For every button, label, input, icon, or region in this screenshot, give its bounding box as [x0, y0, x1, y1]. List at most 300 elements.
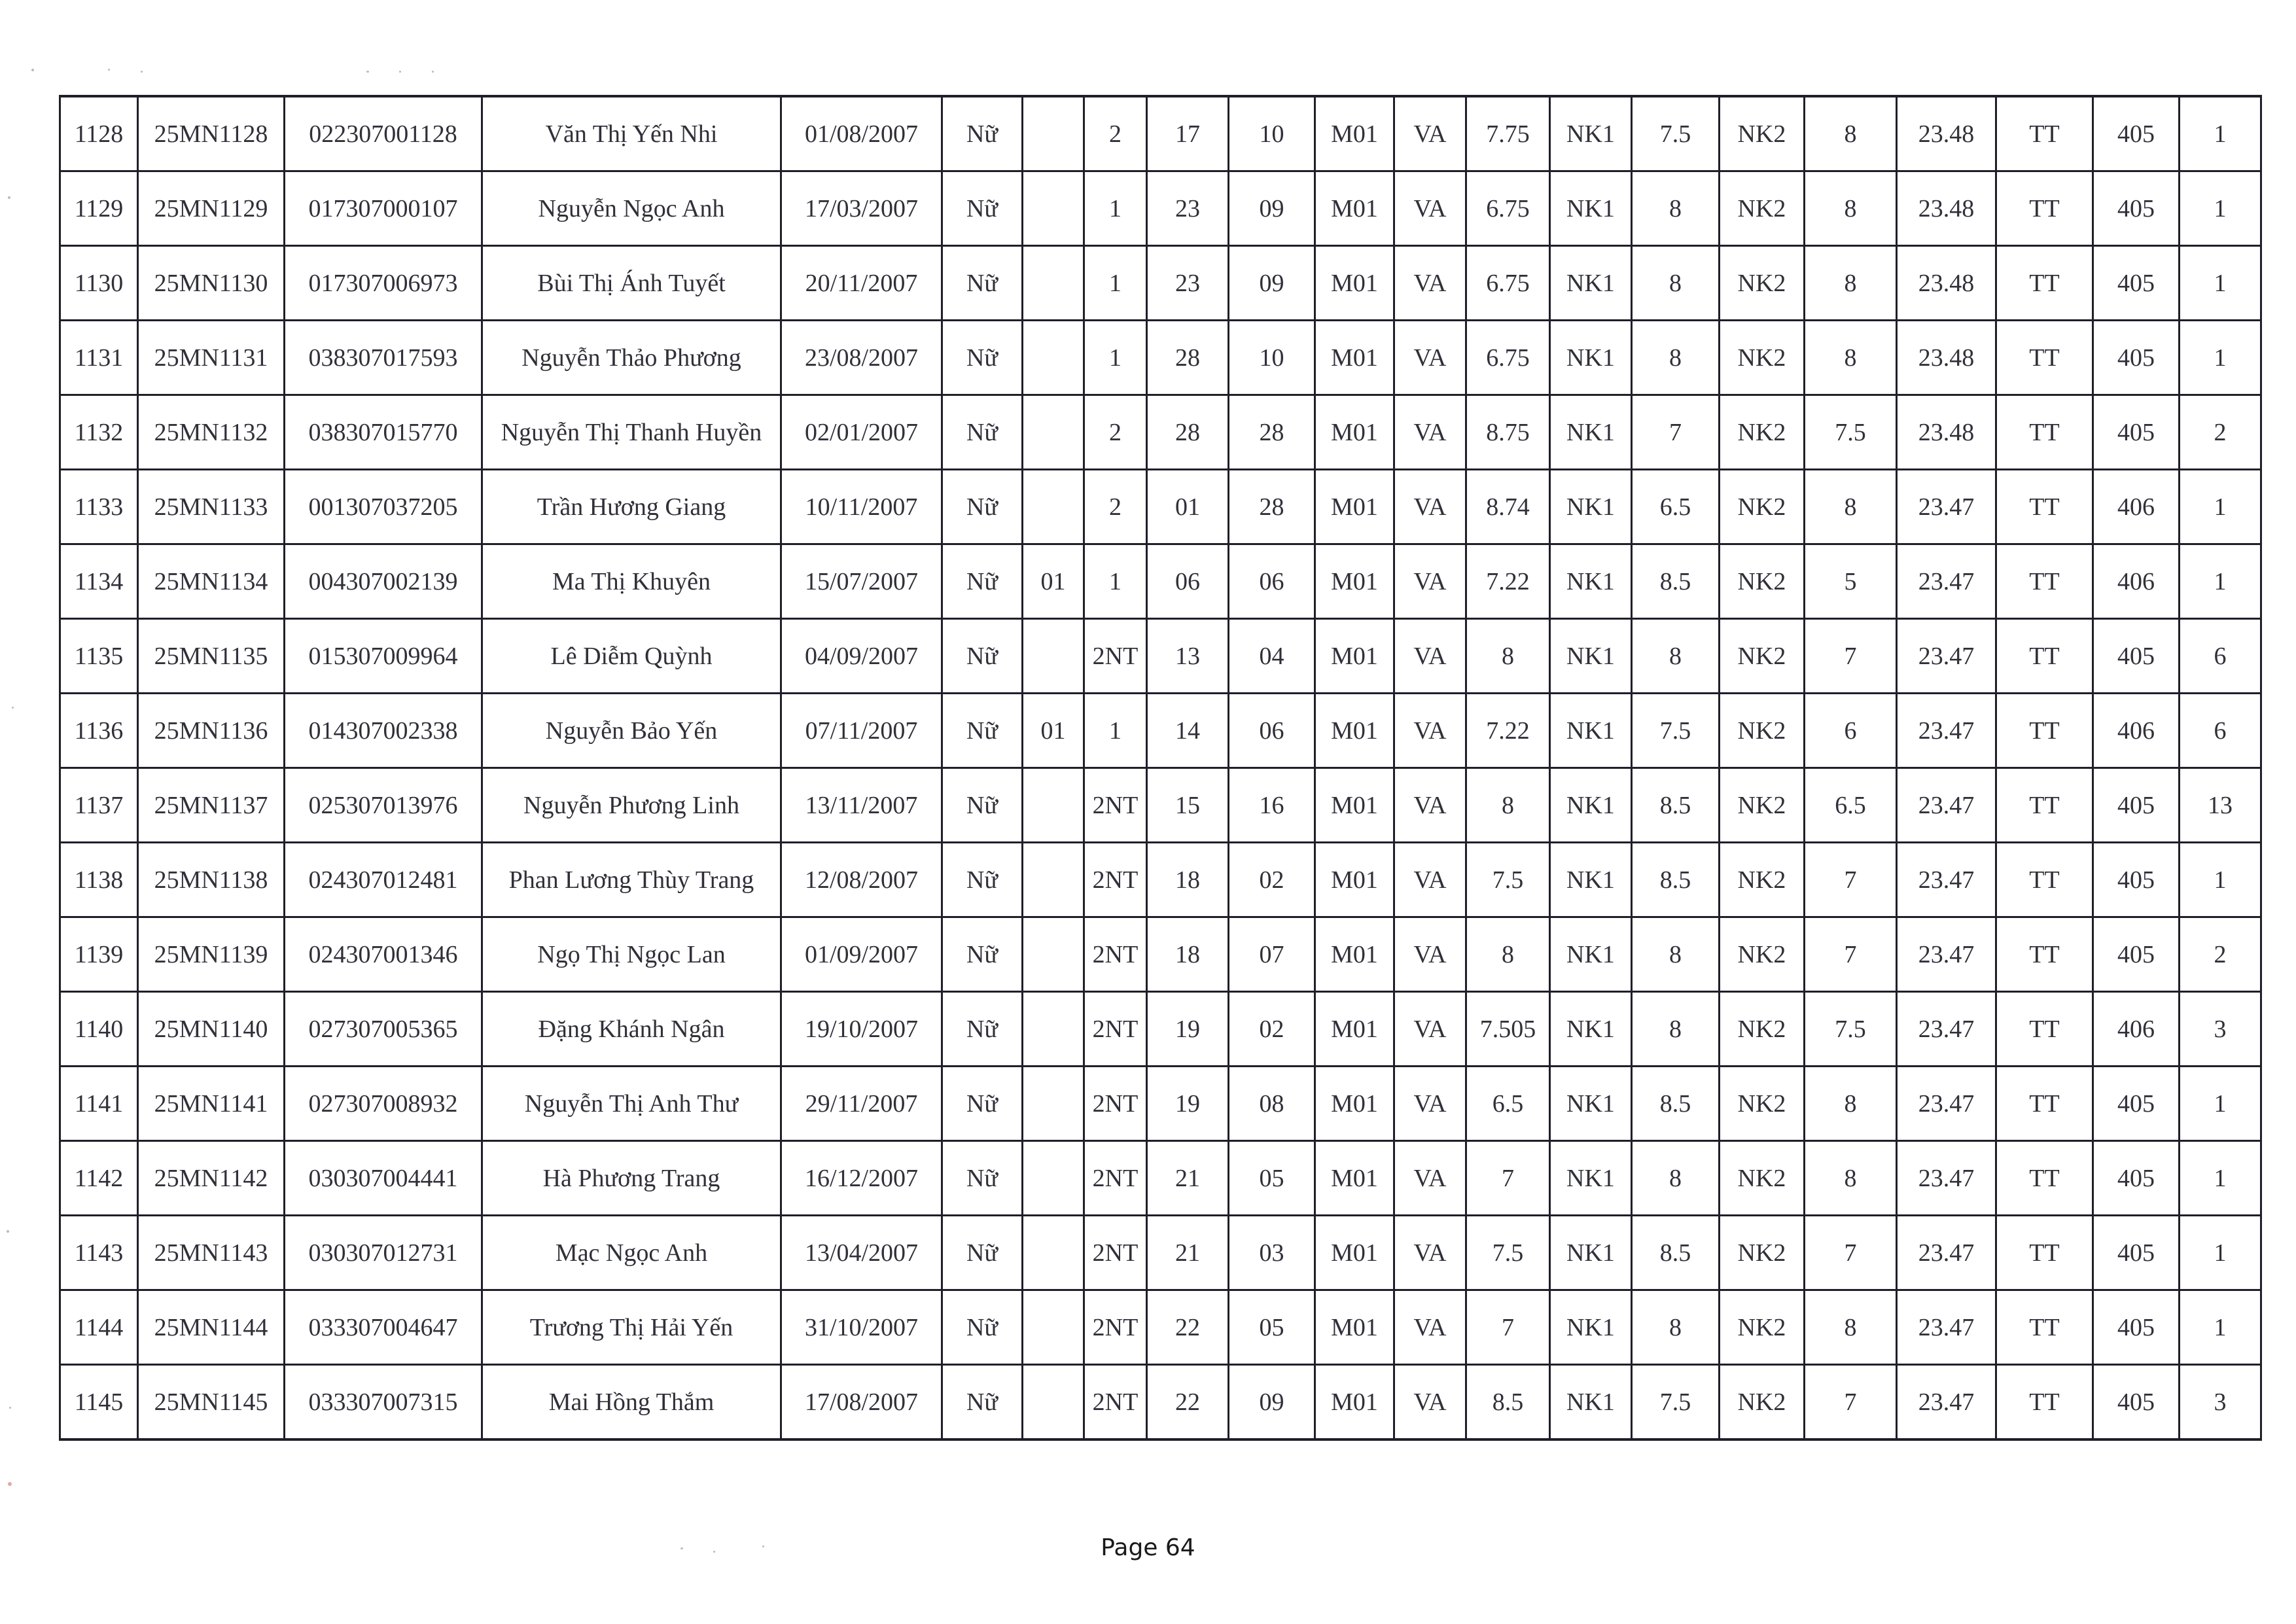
cell-row-number: 1142 [60, 1141, 138, 1216]
cell-region: 2 [1084, 470, 1147, 544]
cell-gender: Nữ [942, 96, 1023, 171]
cell-preference-order: 3 [2180, 1365, 2261, 1440]
cell-row-number: 1143 [60, 1216, 138, 1290]
cell-subject-code: VA [1394, 1141, 1466, 1216]
cell-preference-order: 2 [2180, 917, 2261, 992]
cell-aptitude-2-label: NK2 [1720, 1290, 1805, 1365]
cell-aptitude-2-score: 7.5 [1805, 395, 1897, 470]
cell-full-name: Ngọ Thị Ngọc Lan [482, 917, 781, 992]
cell-major-code: 406 [2093, 992, 2180, 1067]
cell-region: 2NT [1084, 917, 1147, 992]
cell-aptitude-2-label: NK2 [1720, 395, 1805, 470]
cell-full-name: Mạc Ngọc Anh [482, 1216, 781, 1290]
cell-status: TT [1996, 619, 2093, 694]
cell-gender: Nữ [942, 694, 1023, 768]
cell-subject-score: 8.5 [1466, 1365, 1550, 1440]
cell-candidate-number: 25MN1135 [138, 619, 285, 694]
cell-row-number: 1137 [60, 768, 138, 843]
cell-district-code: 05 [1229, 1141, 1315, 1216]
cell-total-score: 23.47 [1897, 917, 1996, 992]
cell-aptitude-1-score: 8 [1632, 1290, 1720, 1365]
cell-aptitude-1-score: 8 [1632, 917, 1720, 992]
cell-aptitude-2-score: 8 [1805, 1290, 1897, 1365]
cell-ethnic-priority [1023, 1290, 1084, 1365]
cell-major-code: 405 [2093, 843, 2180, 917]
cell-subject-score: 7 [1466, 1141, 1550, 1216]
cell-region: 2NT [1084, 992, 1147, 1067]
cell-row-number: 1129 [60, 171, 138, 246]
cell-ethnic-priority [1023, 1141, 1084, 1216]
cell-aptitude-2-score: 5 [1805, 544, 1897, 619]
cell-province-code: 23 [1147, 246, 1229, 321]
cell-region: 2 [1084, 96, 1147, 171]
cell-id-number: 022307001128 [285, 96, 482, 171]
cell-total-score: 23.48 [1897, 321, 1996, 395]
cell-date-of-birth: 12/08/2007 [781, 843, 942, 917]
cell-date-of-birth: 16/12/2007 [781, 1141, 942, 1216]
cell-combination-code: M01 [1315, 544, 1394, 619]
cell-combination-code: M01 [1315, 917, 1394, 992]
cell-ethnic-priority [1023, 321, 1084, 395]
cell-subject-score: 8.74 [1466, 470, 1550, 544]
cell-aptitude-1-score: 7 [1632, 395, 1720, 470]
cell-combination-code: M01 [1315, 395, 1394, 470]
cell-subject-code: VA [1394, 694, 1466, 768]
cell-candidate-number: 25MN1132 [138, 395, 285, 470]
cell-aptitude-2-label: NK2 [1720, 992, 1805, 1067]
cell-preference-order: 1 [2180, 544, 2261, 619]
cell-aptitude-1-label: NK1 [1550, 1365, 1632, 1440]
cell-row-number: 1130 [60, 246, 138, 321]
cell-row-number: 1135 [60, 619, 138, 694]
cell-id-number: 017307006973 [285, 246, 482, 321]
cell-district-code: 09 [1229, 1365, 1315, 1440]
cell-status: TT [1996, 1141, 2093, 1216]
cell-major-code: 405 [2093, 1365, 2180, 1440]
cell-district-code: 05 [1229, 1290, 1315, 1365]
cell-ethnic-priority [1023, 1216, 1084, 1290]
cell-id-number: 030307012731 [285, 1216, 482, 1290]
cell-total-score: 23.48 [1897, 246, 1996, 321]
cell-gender: Nữ [942, 395, 1023, 470]
cell-subject-code: VA [1394, 619, 1466, 694]
cell-subject-score: 8 [1466, 768, 1550, 843]
cell-status: TT [1996, 1290, 2093, 1365]
cell-district-code: 02 [1229, 843, 1315, 917]
cell-subject-code: VA [1394, 843, 1466, 917]
cell-id-number: 017307000107 [285, 171, 482, 246]
cell-total-score: 23.47 [1897, 1365, 1996, 1440]
cell-gender: Nữ [942, 768, 1023, 843]
cell-aptitude-1-score: 8.5 [1632, 843, 1720, 917]
cell-aptitude-1-label: NK1 [1550, 992, 1632, 1067]
cell-district-code: 28 [1229, 470, 1315, 544]
cell-subject-code: VA [1394, 96, 1466, 171]
cell-aptitude-2-label: NK2 [1720, 96, 1805, 171]
table-row [60, 395, 2261, 470]
cell-candidate-number: 25MN1137 [138, 768, 285, 843]
cell-aptitude-1-label: NK1 [1550, 96, 1632, 171]
cell-candidate-number: 25MN1144 [138, 1290, 285, 1365]
cell-date-of-birth: 29/11/2007 [781, 1067, 942, 1141]
cell-full-name: Bùi Thị Ánh Tuyết [482, 246, 781, 321]
cell-aptitude-2-score: 7 [1805, 619, 1897, 694]
cell-province-code: 22 [1147, 1365, 1229, 1440]
cell-ethnic-priority [1023, 1067, 1084, 1141]
cell-subject-code: VA [1394, 246, 1466, 321]
cell-aptitude-2-label: NK2 [1720, 470, 1805, 544]
cell-subject-score: 7.5 [1466, 1216, 1550, 1290]
cell-aptitude-2-label: NK2 [1720, 694, 1805, 768]
cell-major-code: 405 [2093, 1216, 2180, 1290]
cell-id-number: 033307004647 [285, 1290, 482, 1365]
cell-full-name: Ma Thị Khuyên [482, 544, 781, 619]
table-row [60, 246, 2261, 321]
cell-date-of-birth: 31/10/2007 [781, 1290, 942, 1365]
cell-aptitude-2-label: NK2 [1720, 1141, 1805, 1216]
cell-district-code: 08 [1229, 1067, 1315, 1141]
cell-full-name: Nguyễn Ngọc Anh [482, 171, 781, 246]
cell-full-name: Nguyễn Thị Thanh Huyền [482, 395, 781, 470]
cell-district-code: 04 [1229, 619, 1315, 694]
cell-aptitude-2-score: 7.5 [1805, 992, 1897, 1067]
cell-row-number: 1139 [60, 917, 138, 992]
cell-province-code: 19 [1147, 992, 1229, 1067]
cell-full-name: Lê Diễm Quỳnh [482, 619, 781, 694]
cell-major-code: 406 [2093, 544, 2180, 619]
cell-subject-code: VA [1394, 470, 1466, 544]
cell-row-number: 1132 [60, 395, 138, 470]
cell-candidate-number: 25MN1143 [138, 1216, 285, 1290]
cell-date-of-birth: 23/08/2007 [781, 321, 942, 395]
cell-aptitude-1-score: 8.5 [1632, 768, 1720, 843]
cell-major-code: 405 [2093, 1067, 2180, 1141]
cell-aptitude-1-label: NK1 [1550, 321, 1632, 395]
results-table-container [59, 95, 2260, 1441]
cell-date-of-birth: 01/09/2007 [781, 917, 942, 992]
cell-full-name: Mai Hồng Thắm [482, 1365, 781, 1440]
cell-status: TT [1996, 246, 2093, 321]
cell-preference-order: 1 [2180, 843, 2261, 917]
cell-major-code: 406 [2093, 470, 2180, 544]
cell-candidate-number: 25MN1142 [138, 1141, 285, 1216]
cell-preference-order: 13 [2180, 768, 2261, 843]
cell-region: 2NT [1084, 1216, 1147, 1290]
cell-subject-code: VA [1394, 1216, 1466, 1290]
cell-subject-code: VA [1394, 171, 1466, 246]
cell-district-code: 07 [1229, 917, 1315, 992]
cell-preference-order: 1 [2180, 470, 2261, 544]
cell-subject-code: VA [1394, 1365, 1466, 1440]
cell-region: 1 [1084, 246, 1147, 321]
cell-region: 2NT [1084, 619, 1147, 694]
cell-id-number: 025307013976 [285, 768, 482, 843]
cell-major-code: 405 [2093, 96, 2180, 171]
table-row [60, 470, 2261, 544]
cell-subject-score: 7 [1466, 1290, 1550, 1365]
cell-status: TT [1996, 992, 2093, 1067]
cell-full-name: Nguyễn Bảo Yến [482, 694, 781, 768]
cell-candidate-number: 25MN1131 [138, 321, 285, 395]
cell-gender: Nữ [942, 1141, 1023, 1216]
table-row [60, 321, 2261, 395]
cell-region: 2NT [1084, 1067, 1147, 1141]
cell-major-code: 405 [2093, 321, 2180, 395]
cell-id-number: 038307015770 [285, 395, 482, 470]
cell-aptitude-2-score: 6 [1805, 694, 1897, 768]
cell-gender: Nữ [942, 1365, 1023, 1440]
cell-candidate-number: 25MN1130 [138, 246, 285, 321]
table-row [60, 1216, 2261, 1290]
cell-subject-score: 7.22 [1466, 694, 1550, 768]
cell-date-of-birth: 13/11/2007 [781, 768, 942, 843]
cell-aptitude-2-score: 8 [1805, 321, 1897, 395]
cell-ethnic-priority [1023, 470, 1084, 544]
cell-total-score: 23.48 [1897, 395, 1996, 470]
cell-province-code: 06 [1147, 544, 1229, 619]
cell-total-score: 23.47 [1897, 843, 1996, 917]
cell-gender: Nữ [942, 321, 1023, 395]
cell-row-number: 1145 [60, 1365, 138, 1440]
table-row [60, 171, 2261, 246]
cell-ethnic-priority [1023, 1365, 1084, 1440]
cell-aptitude-2-score: 6.5 [1805, 768, 1897, 843]
cell-subject-code: VA [1394, 1290, 1466, 1365]
cell-province-code: 21 [1147, 1141, 1229, 1216]
cell-aptitude-1-label: NK1 [1550, 544, 1632, 619]
cell-aptitude-1-label: NK1 [1550, 619, 1632, 694]
cell-ethnic-priority: 01 [1023, 544, 1084, 619]
cell-aptitude-1-score: 8 [1632, 321, 1720, 395]
cell-gender: Nữ [942, 470, 1023, 544]
cell-major-code: 406 [2093, 694, 2180, 768]
cell-row-number: 1144 [60, 1290, 138, 1365]
cell-major-code: 405 [2093, 768, 2180, 843]
cell-aptitude-1-label: NK1 [1550, 470, 1632, 544]
cell-aptitude-1-score: 7.5 [1632, 694, 1720, 768]
cell-major-code: 405 [2093, 619, 2180, 694]
cell-id-number: 024307001346 [285, 917, 482, 992]
cell-row-number: 1140 [60, 992, 138, 1067]
cell-combination-code: M01 [1315, 992, 1394, 1067]
cell-preference-order: 1 [2180, 1290, 2261, 1365]
cell-region: 1 [1084, 544, 1147, 619]
cell-status: TT [1996, 544, 2093, 619]
cell-id-number: 038307017593 [285, 321, 482, 395]
cell-combination-code: M01 [1315, 1365, 1394, 1440]
cell-aptitude-1-score: 7.5 [1632, 1365, 1720, 1440]
cell-district-code: 09 [1229, 246, 1315, 321]
cell-aptitude-2-label: NK2 [1720, 1365, 1805, 1440]
cell-subject-score: 6.75 [1466, 246, 1550, 321]
cell-candidate-number: 25MN1128 [138, 96, 285, 171]
cell-combination-code: M01 [1315, 246, 1394, 321]
cell-combination-code: M01 [1315, 470, 1394, 544]
cell-full-name: Trương Thị Hải Yến [482, 1290, 781, 1365]
cell-candidate-number: 25MN1139 [138, 917, 285, 992]
cell-date-of-birth: 04/09/2007 [781, 619, 942, 694]
cell-status: TT [1996, 768, 2093, 843]
cell-date-of-birth: 02/01/2007 [781, 395, 942, 470]
cell-total-score: 23.47 [1897, 1216, 1996, 1290]
cell-full-name: Hà Phương Trang [482, 1141, 781, 1216]
cell-aptitude-1-label: NK1 [1550, 395, 1632, 470]
cell-district-code: 02 [1229, 992, 1315, 1067]
cell-aptitude-1-label: NK1 [1550, 246, 1632, 321]
cell-status: TT [1996, 694, 2093, 768]
cell-subject-score: 6.75 [1466, 321, 1550, 395]
cell-aptitude-2-score: 7 [1805, 1365, 1897, 1440]
cell-preference-order: 1 [2180, 1216, 2261, 1290]
cell-preference-order: 1 [2180, 246, 2261, 321]
cell-aptitude-2-label: NK2 [1720, 843, 1805, 917]
cell-ethnic-priority [1023, 395, 1084, 470]
cell-major-code: 405 [2093, 246, 2180, 321]
cell-date-of-birth: 13/04/2007 [781, 1216, 942, 1290]
cell-id-number: 027307005365 [285, 992, 482, 1067]
cell-district-code: 06 [1229, 544, 1315, 619]
cell-preference-order: 1 [2180, 171, 2261, 246]
cell-total-score: 23.48 [1897, 171, 1996, 246]
table-row [60, 1290, 2261, 1365]
cell-id-number: 001307037205 [285, 470, 482, 544]
cell-gender: Nữ [942, 843, 1023, 917]
cell-aptitude-2-label: NK2 [1720, 171, 1805, 246]
cell-subject-code: VA [1394, 544, 1466, 619]
cell-combination-code: M01 [1315, 1290, 1394, 1365]
cell-total-score: 23.47 [1897, 1290, 1996, 1365]
cell-subject-score: 6.75 [1466, 171, 1550, 246]
cell-aptitude-1-score: 8 [1632, 246, 1720, 321]
cell-ethnic-priority [1023, 917, 1084, 992]
cell-aptitude-1-score: 8 [1632, 171, 1720, 246]
cell-subject-code: VA [1394, 321, 1466, 395]
cell-full-name: Nguyễn Phương Linh [482, 768, 781, 843]
cell-district-code: 10 [1229, 321, 1315, 395]
cell-aptitude-1-score: 8.5 [1632, 1216, 1720, 1290]
cell-full-name: Nguyễn Thảo Phương [482, 321, 781, 395]
cell-ethnic-priority [1023, 96, 1084, 171]
cell-full-name: Phan Lương Thùy Trang [482, 843, 781, 917]
cell-major-code: 405 [2093, 395, 2180, 470]
cell-status: TT [1996, 917, 2093, 992]
table-row [60, 992, 2261, 1067]
cell-combination-code: M01 [1315, 96, 1394, 171]
cell-candidate-number: 25MN1140 [138, 992, 285, 1067]
cell-major-code: 405 [2093, 1290, 2180, 1365]
cell-aptitude-2-score: 8 [1805, 1067, 1897, 1141]
cell-aptitude-1-label: NK1 [1550, 1141, 1632, 1216]
cell-province-code: 18 [1147, 843, 1229, 917]
table-row [60, 96, 2261, 171]
cell-subject-score: 7.505 [1466, 992, 1550, 1067]
cell-ethnic-priority [1023, 843, 1084, 917]
cell-status: TT [1996, 843, 2093, 917]
cell-preference-order: 2 [2180, 395, 2261, 470]
table-row [60, 1067, 2261, 1141]
table-row [60, 544, 2261, 619]
cell-aptitude-2-label: NK2 [1720, 619, 1805, 694]
cell-aptitude-2-score: 7 [1805, 917, 1897, 992]
cell-combination-code: M01 [1315, 619, 1394, 694]
cell-row-number: 1133 [60, 470, 138, 544]
cell-aptitude-1-score: 8.5 [1632, 1067, 1720, 1141]
cell-gender: Nữ [942, 544, 1023, 619]
cell-district-code: 28 [1229, 395, 1315, 470]
cell-combination-code: M01 [1315, 694, 1394, 768]
cell-region: 2NT [1084, 1365, 1147, 1440]
cell-aptitude-2-score: 8 [1805, 1141, 1897, 1216]
cell-candidate-number: 25MN1133 [138, 470, 285, 544]
cell-preference-order: 1 [2180, 1067, 2261, 1141]
cell-gender: Nữ [942, 1290, 1023, 1365]
cell-province-code: 15 [1147, 768, 1229, 843]
cell-aptitude-1-label: NK1 [1550, 1216, 1632, 1290]
cell-status: TT [1996, 1067, 2093, 1141]
table-row [60, 1141, 2261, 1216]
table-row [60, 917, 2261, 992]
cell-aptitude-1-label: NK1 [1550, 843, 1632, 917]
cell-aptitude-2-score: 8 [1805, 96, 1897, 171]
cell-major-code: 405 [2093, 1141, 2180, 1216]
cell-aptitude-1-score: 8 [1632, 1141, 1720, 1216]
cell-total-score: 23.47 [1897, 1067, 1996, 1141]
cell-aptitude-1-score: 8 [1632, 992, 1720, 1067]
cell-date-of-birth: 01/08/2007 [781, 96, 942, 171]
cell-aptitude-1-label: NK1 [1550, 917, 1632, 992]
cell-subject-score: 6.5 [1466, 1067, 1550, 1141]
cell-district-code: 09 [1229, 171, 1315, 246]
cell-province-code: 23 [1147, 171, 1229, 246]
cell-region: 2NT [1084, 843, 1147, 917]
cell-aptitude-1-label: NK1 [1550, 1067, 1632, 1141]
cell-district-code: 16 [1229, 768, 1315, 843]
cell-aptitude-2-label: NK2 [1720, 1216, 1805, 1290]
cell-candidate-number: 25MN1129 [138, 171, 285, 246]
cell-id-number: 027307008932 [285, 1067, 482, 1141]
cell-full-name: Văn Thị Yến Nhi [482, 96, 781, 171]
cell-aptitude-2-label: NK2 [1720, 246, 1805, 321]
cell-status: TT [1996, 321, 2093, 395]
cell-total-score: 23.47 [1897, 1141, 1996, 1216]
cell-aptitude-2-label: NK2 [1720, 917, 1805, 992]
cell-region: 1 [1084, 321, 1147, 395]
cell-major-code: 405 [2093, 917, 2180, 992]
cell-province-code: 21 [1147, 1216, 1229, 1290]
cell-candidate-number: 25MN1136 [138, 694, 285, 768]
cell-province-code: 17 [1147, 96, 1229, 171]
cell-aptitude-1-score: 7.5 [1632, 96, 1720, 171]
cell-gender: Nữ [942, 246, 1023, 321]
cell-preference-order: 1 [2180, 1141, 2261, 1216]
cell-combination-code: M01 [1315, 843, 1394, 917]
cell-id-number: 030307004441 [285, 1141, 482, 1216]
cell-subject-code: VA [1394, 1067, 1466, 1141]
cell-aptitude-1-label: NK1 [1550, 768, 1632, 843]
cell-subject-score: 7.5 [1466, 843, 1550, 917]
cell-ethnic-priority [1023, 992, 1084, 1067]
cell-total-score: 23.48 [1897, 96, 1996, 171]
cell-aptitude-2-label: NK2 [1720, 321, 1805, 395]
cell-preference-order: 1 [2180, 321, 2261, 395]
cell-subject-code: VA [1394, 395, 1466, 470]
cell-preference-order: 1 [2180, 96, 2261, 171]
cell-aptitude-2-score: 8 [1805, 171, 1897, 246]
cell-full-name: Nguyễn Thị Anh Thư [482, 1067, 781, 1141]
cell-row-number: 1141 [60, 1067, 138, 1141]
cell-ethnic-priority [1023, 619, 1084, 694]
cell-province-code: 22 [1147, 1290, 1229, 1365]
